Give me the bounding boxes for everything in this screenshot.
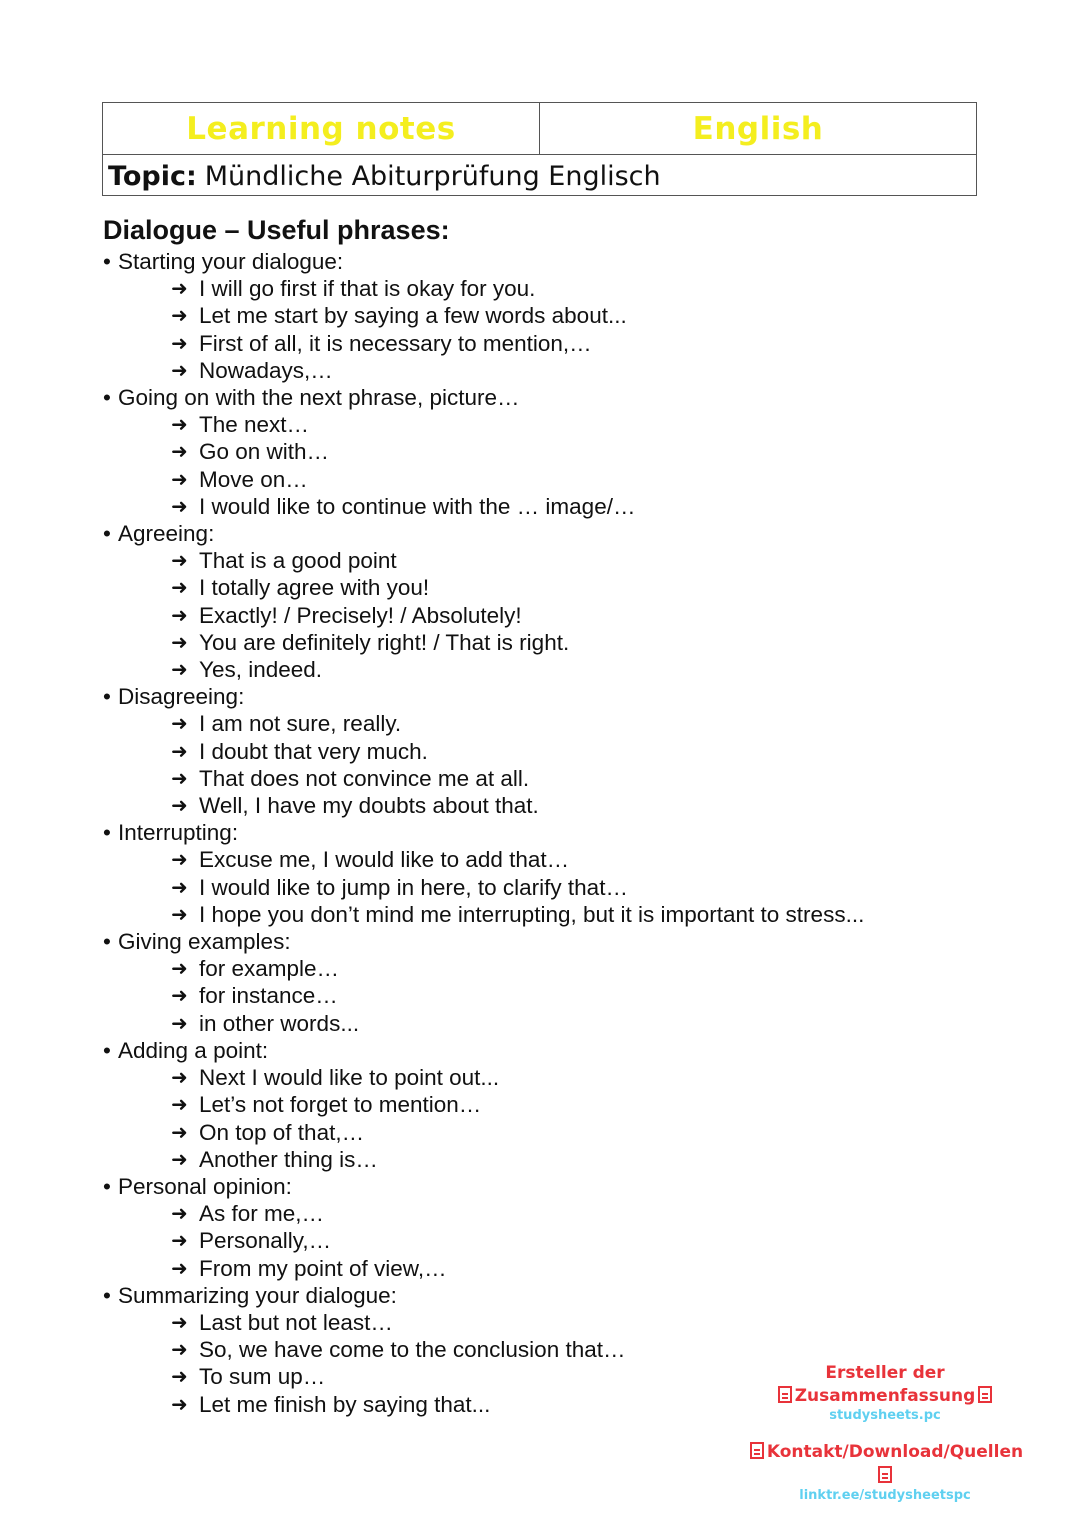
category-title: Summarizing your dialogue: <box>118 1282 397 1308</box>
arrow-icon: ➜ <box>171 493 188 518</box>
arrow-icon: ➜ <box>171 956 188 981</box>
arrow-icon: ➜ <box>171 330 188 355</box>
credits-block <box>740 1362 1030 1504</box>
category-heading <box>103 928 1003 955</box>
arrow-icon: ➜ <box>171 1391 188 1416</box>
phrase-text: Go on with… <box>199 439 330 465</box>
topic-value: Mündliche Abiturprüfung Englisch <box>204 160 661 192</box>
phrase-item <box>103 1227 1003 1254</box>
section-title: Dialogue – Useful phrases: <box>103 215 450 245</box>
arrow-icon: ➜ <box>171 1201 188 1226</box>
phrase-item <box>103 846 1003 873</box>
arrow-icon: ➜ <box>171 874 188 899</box>
arrow-icon: ➜ <box>171 1309 188 1334</box>
phrase-item <box>103 765 1003 792</box>
credit-handle-linktree[interactable]: linktr.ee/studysheetspc <box>799 1488 971 1503</box>
phrase-item <box>103 1064 1003 1091</box>
arrow-icon: ➜ <box>171 793 188 818</box>
phrase-text: for instance… <box>199 983 338 1009</box>
phrase-item <box>103 1010 1003 1037</box>
phrase-text: Well, I have my doubts about that. <box>199 793 539 819</box>
arrow-icon: ➜ <box>171 1010 188 1035</box>
phrases-content <box>103 212 1003 1418</box>
phone-icon <box>750 1442 764 1459</box>
phrase-item <box>103 357 1003 384</box>
phrase-item <box>103 982 1003 1009</box>
phrase-text: I would like to continue with the … image/… <box>199 493 636 519</box>
phrase-item <box>103 792 1003 819</box>
phrase-text: From my point of view,… <box>199 1255 447 1281</box>
phrase-item <box>103 602 1003 629</box>
phrase-item <box>103 275 1003 302</box>
arrow-icon: ➜ <box>171 575 188 600</box>
category-title: Starting your dialogue: <box>118 249 344 274</box>
credit-contact-label: Kontakt/Download/Quellen <box>766 1442 1024 1462</box>
credit-summary-line <box>740 1384 1030 1408</box>
category-heading <box>103 248 1003 275</box>
bullet-icon: • <box>103 249 111 274</box>
document-icon <box>978 1386 992 1403</box>
phrase-text: First of all, it is necessary to mention,… <box>199 330 592 356</box>
phrase-text: To sum up… <box>199 1364 326 1390</box>
phrase-text: Personally,… <box>199 1228 332 1254</box>
category-title: Disagreeing: <box>118 684 245 710</box>
phrase-item <box>103 656 1003 683</box>
bullet-icon: • <box>103 820 111 846</box>
phrase-text: Let’s not forget to mention… <box>199 1092 482 1118</box>
phrase-text: I will go first if that is okay for you. <box>199 276 536 302</box>
phrase-item <box>103 1255 1003 1282</box>
arrow-icon: ➜ <box>171 1146 188 1171</box>
phrase-text: Exactly! / Precisely! / Absolutely! <box>199 602 522 628</box>
phrase-item <box>103 629 1003 656</box>
phrase-item <box>103 493 1003 520</box>
category-heading <box>103 520 1003 547</box>
arrow-icon: ➜ <box>171 738 188 763</box>
bullet-icon: • <box>103 1037 111 1063</box>
category-heading <box>103 819 1003 846</box>
arrow-icon: ➜ <box>171 602 188 627</box>
phrase-item <box>103 901 1003 928</box>
phrase-text: That is a good point <box>199 548 397 574</box>
learning-notes-title: Learning notes <box>103 103 540 154</box>
phrase-item <box>103 874 1003 901</box>
arrow-icon: ➜ <box>171 1119 188 1144</box>
document-icon <box>778 1386 792 1403</box>
phrase-item <box>103 1336 1003 1363</box>
phrase-item <box>103 710 1003 737</box>
subject-title: English <box>692 110 824 147</box>
arrow-icon: ➜ <box>171 1228 188 1253</box>
phrase-text: Next I would like to point out... <box>199 1065 500 1091</box>
bullet-icon: • <box>103 1173 111 1199</box>
phrase-text: Nowadays,… <box>199 357 333 383</box>
arrow-icon: ➜ <box>171 439 188 464</box>
bullet-icon: • <box>103 929 111 955</box>
category-heading <box>103 1173 1003 1200</box>
category-heading <box>103 384 1003 411</box>
phrase-text: I doubt that very much. <box>199 738 428 764</box>
arrow-icon: ➜ <box>171 901 188 926</box>
category-title: Personal opinion: <box>118 1173 292 1199</box>
category-heading <box>103 1037 1003 1064</box>
phrase-text: Last but not least… <box>199 1309 393 1335</box>
arrow-icon: ➜ <box>171 983 188 1008</box>
bullet-icon: • <box>103 1282 111 1308</box>
phrase-text: So, we have come to the conclusion that… <box>199 1337 626 1363</box>
phrase-item <box>103 330 1003 357</box>
phrase-item <box>103 1309 1003 1336</box>
arrow-icon: ➜ <box>171 1364 188 1389</box>
header-table <box>102 102 977 196</box>
phrase-text: I hope you don’t mind me interrupting, but it is important to stress... <box>199 901 865 927</box>
arrow-icon: ➜ <box>171 847 188 872</box>
arrow-icon: ➜ <box>171 412 188 437</box>
category-heading <box>103 683 1003 710</box>
arrow-icon: ➜ <box>171 357 188 382</box>
arrow-icon: ➜ <box>171 629 188 654</box>
category-title: Going on with the next phrase, picture… <box>118 385 520 411</box>
phrase-text: Let me start by saying a few words about... <box>199 303 627 329</box>
bullet-icon: • <box>103 521 111 547</box>
phrase-item <box>103 1091 1003 1118</box>
phrase-text: The next… <box>199 412 310 438</box>
topic-row <box>103 155 976 197</box>
bullet-icon: • <box>103 385 111 411</box>
category-title: Adding a point: <box>118 1037 269 1063</box>
phrase-text: Let me finish by saying that... <box>199 1391 491 1417</box>
phrase-text: I am not sure, really. <box>199 711 402 737</box>
phrase-text: in other words... <box>199 1010 360 1036</box>
phrase-item <box>103 1119 1003 1146</box>
phrase-text: for example… <box>199 956 340 982</box>
phrase-text: I would like to jump in here, to clarify that… <box>199 874 628 900</box>
category-list <box>103 248 1003 1418</box>
phrase-text: On top of that,… <box>199 1119 365 1145</box>
category-title: Interrupting: <box>118 820 239 846</box>
arrow-icon: ➜ <box>171 276 188 301</box>
category-title: Agreeing: <box>118 521 215 547</box>
phrase-item <box>103 466 1003 493</box>
phrase-item <box>103 302 1003 329</box>
credit-summary-label: Zusammenfassung <box>794 1386 976 1406</box>
phrase-text: I totally agree with you! <box>199 575 430 601</box>
phrase-item <box>103 955 1003 982</box>
arrow-icon: ➜ <box>171 303 188 328</box>
phrase-item <box>103 738 1003 765</box>
topic-label: Topic: <box>108 160 197 192</box>
bullet-icon: • <box>103 684 111 710</box>
phone-icon <box>878 1466 892 1483</box>
arrow-icon: ➜ <box>171 1092 188 1117</box>
arrow-icon: ➜ <box>171 765 188 790</box>
header-title-row <box>103 103 976 155</box>
phrase-item <box>103 547 1003 574</box>
phrase-text: Another thing is… <box>199 1146 378 1172</box>
phrase-item <box>103 438 1003 465</box>
phrase-item <box>103 1200 1003 1227</box>
credit-contact-line <box>740 1440 1030 1488</box>
arrow-icon: ➜ <box>171 466 188 491</box>
phrase-item <box>103 574 1003 601</box>
phrase-text: That does not convince me at all. <box>199 765 530 791</box>
arrow-icon: ➜ <box>171 657 188 682</box>
arrow-icon: ➜ <box>171 1065 188 1090</box>
phrase-text: You are definitely right! / That is right. <box>199 629 570 655</box>
category-title: Giving examples: <box>118 929 291 955</box>
phrase-text: Yes, indeed. <box>199 657 323 683</box>
arrow-icon: ➜ <box>171 711 188 736</box>
arrow-icon: ➜ <box>171 1337 188 1362</box>
category-heading <box>103 1282 1003 1309</box>
credit-handle-studysheets[interactable]: studysheets.pc <box>829 1408 941 1423</box>
phrase-text: Excuse me, I would like to add that… <box>199 847 570 873</box>
phrase-item <box>103 1146 1003 1173</box>
phrase-item <box>103 411 1003 438</box>
arrow-icon: ➜ <box>171 1255 188 1280</box>
arrow-icon: ➜ <box>171 548 188 573</box>
credit-creator-label: Ersteller der <box>825 1363 945 1383</box>
phrase-text: As for me,… <box>199 1201 325 1227</box>
phrase-text: Move on… <box>199 466 308 492</box>
